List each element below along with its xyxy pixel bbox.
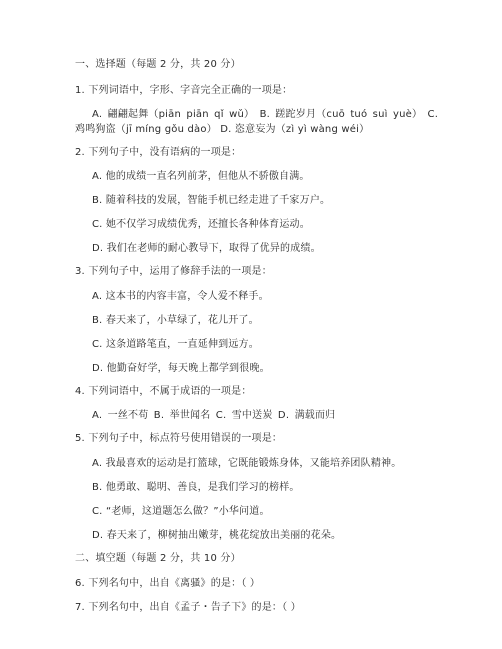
question-1-options-line-2: 鸡鸣狗盗（jī míng gǒu dào） D. 恣意妄为（zì yì wàng wéi） bbox=[75, 124, 370, 135]
question-3-option-d: D. 他勤奋好学，每天晚上都学到很晚。 bbox=[92, 363, 270, 374]
question-2-stem: 2. 下列句子中，没有语病的一项是： bbox=[75, 147, 242, 158]
question-2-option-c: C. 她不仅学习成绩优秀，还擅长各种体育运动。 bbox=[92, 219, 310, 230]
question-1-stem: 1. 下列词语中，字形、字音完全正确的一项是： bbox=[75, 85, 293, 96]
question-4-options: A. 一丝不苟 B. 举世闻名 C. 雪中送炭 D. 满载而归 bbox=[92, 410, 336, 421]
question-4-stem: 4. 下列词语中，不属于成语的一项是： bbox=[75, 386, 252, 397]
section-2-title: 二、填空题（每题 2 分，共 10 分） bbox=[75, 553, 241, 564]
question-3-option-a: A. 这本书的内容丰富，令人爱不释手。 bbox=[92, 291, 269, 302]
question-7-stem: 7. 下列名句中，出自《孟子・告子下》的是：（ ） bbox=[75, 602, 301, 613]
question-2-option-a: A. 他的成绩一直名列前茅，但他从不骄傲自满。 bbox=[92, 171, 310, 182]
question-3-stem: 3. 下列句子中，运用了修辞手法的一项是： bbox=[75, 266, 272, 277]
question-2-option-d: D. 我们在老师的耐心教导下，取得了优异的成绩。 bbox=[92, 243, 321, 254]
question-6-stem: 6. 下列名句中，出自《离骚》的是：（ ） bbox=[75, 578, 261, 589]
section-1-title: 一、选择题（每题 2 分，共 20 分） bbox=[75, 59, 241, 70]
question-5-option-d: D. 春天来了，柳树抽出嫩芽，桃花绽放出美丽的花朵。 bbox=[92, 530, 342, 541]
question-5-option-c: C. “老师，这道题怎么做？”小华问道。 bbox=[92, 506, 270, 517]
question-5-stem: 5. 下列句子中，标点符号使用错误的一项是： bbox=[75, 433, 283, 444]
question-5-option-a: A. 我最喜欢的运动是打篮球，它既能锻炼身体，又能培养团队精神。 bbox=[92, 458, 402, 469]
question-2-option-b: B. 随着科技的发展，智能手机已经走进了千家万户。 bbox=[92, 195, 331, 206]
question-3-option-c: C. 这条道路笔直，一直延伸到远方。 bbox=[92, 339, 259, 350]
question-5-option-b: B. 他勇敢、聪明、善良，是我们学习的榜样。 bbox=[92, 482, 300, 493]
question-1-options-line-1: A. 翩翩起舞（piān piān qǐ wǔ） B. 蹉跎岁月（cuō tuó suì yuè） C. bbox=[92, 109, 439, 120]
question-3-option-b: B. 春天来了，小草绿了，花儿开了。 bbox=[92, 315, 259, 326]
